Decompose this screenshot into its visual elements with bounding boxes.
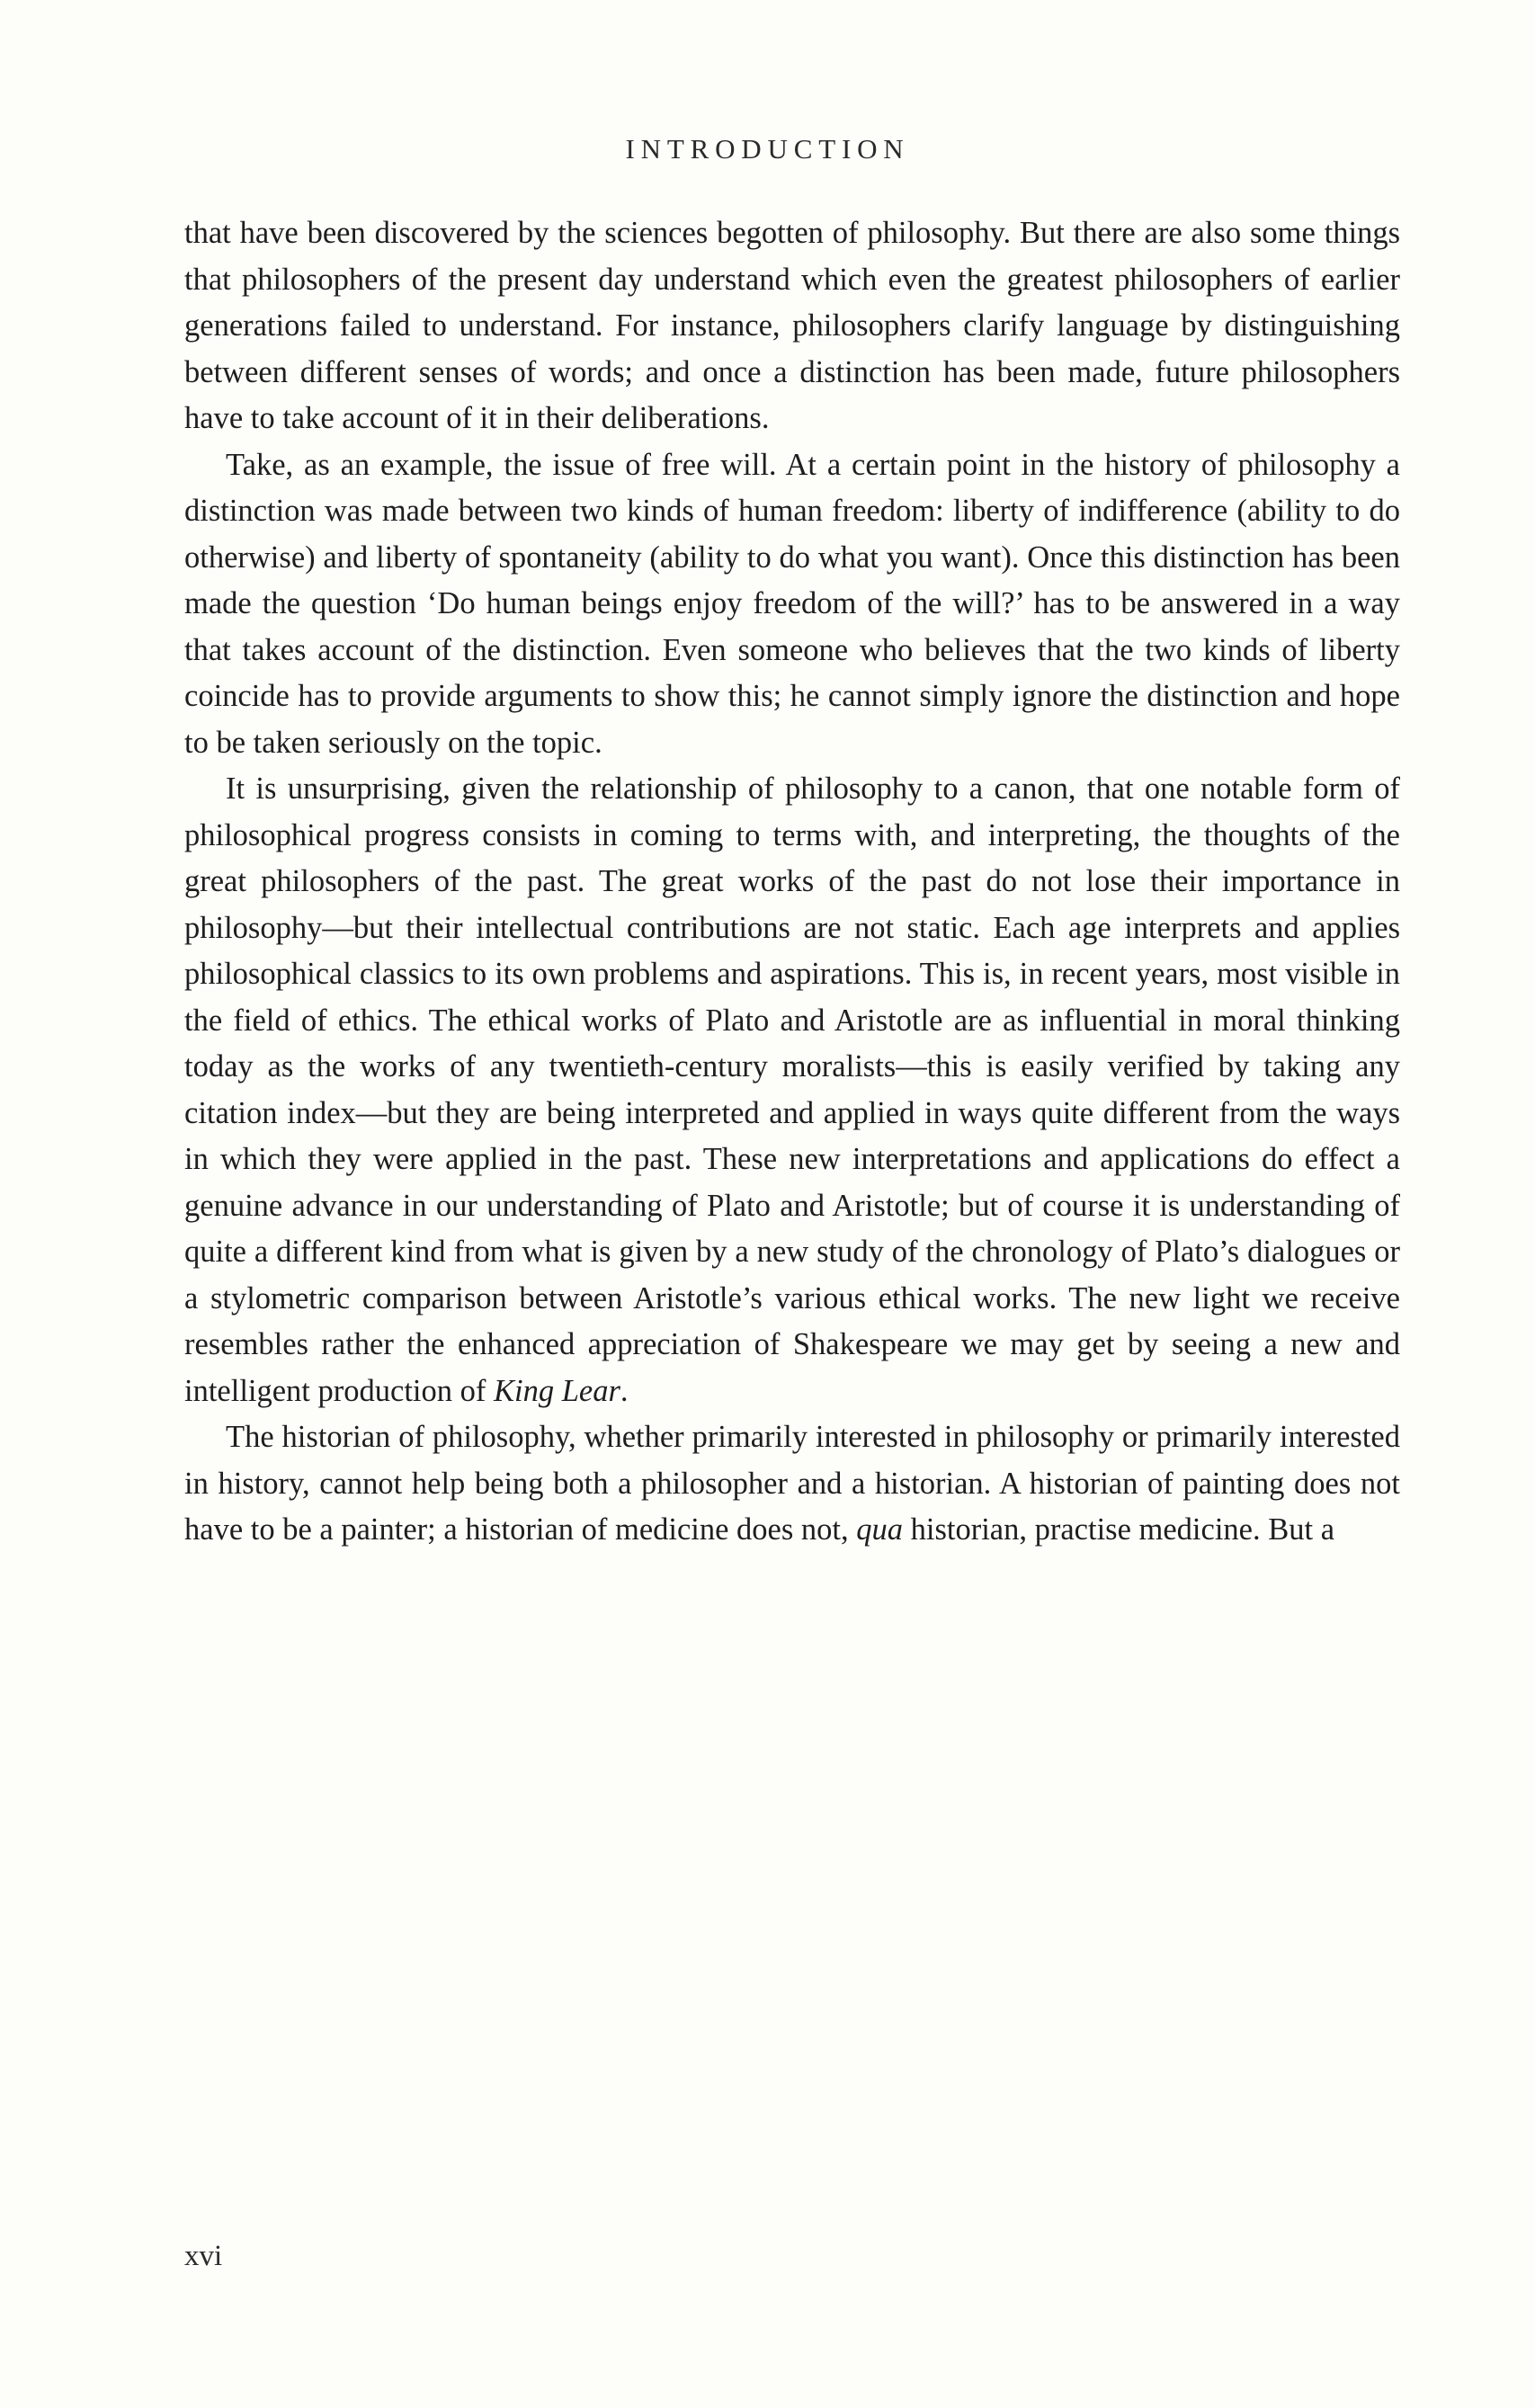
body-text: It is unsurprising, given the relationship of philosophy to a canon, that one notable form of philosophical progress consists in coming to terms with, and interpreting, the thoughts of the great philosophers of the past. The great works of the past do not lose their importance in philosophy—but their intellectual contributions are not static. Each age interprets and applies philosophical classics to its own problems and aspirations. This is, in recent years, most visible in the field of ethics. The ethical works of Plato and Aristotle are as influential in moral thinking today as the works of any twentieth-century moralists—this is easily verified by taking any citation index—but they are being interpreted and applied in ways quite different from the ways in which they were applied in the past. These new interpretations and applications do effect a genuine advance in our understanding of Plato and Aristotle; but of course it is understanding of quite a different kind from what is given by a new study of the chronology of Plato’s dialogues or a stylometric comparison between Aristotle’s various ethical works. The new light we receive resembles rather the enhanced appreciation of Shakespeare we may get by seeing a new and intelligent production of xyxy=(184,771,1400,1408)
body-text: Take, as an example, the issue of free will. At a certain point in the history of philosophy a distinction was made between two kinds of human freedom: liberty of indifference (ability to do otherwise) and liberty of spontaneity (ability to do what you want). Once this distinction has been made the question ‘Do human beings enjoy freedom of the will?’ has to be answered in a way that takes account of the distinction. Even someone who believes that the two kinds of liberty coincide has to provide arguments to show this; he cannot simply ignore the distinction and hope to be taken seriously on the topic. xyxy=(184,447,1400,760)
running-head: INTRODUCTION xyxy=(625,133,910,165)
paragraph xyxy=(184,210,1400,442)
page-number: xvi xyxy=(184,2240,223,2272)
body-text: that have been discovered by the sciences begotten of philosophy. But there are also some things that philosophers of the present day understand which even the greatest philosophers of earlier generations failed to understand. For instance, philosophers clarify language by distinguishing between different senses of words; and once a distinction has been made, future philosophers have to take account of it in their deliberations. xyxy=(184,216,1400,435)
paragraph xyxy=(184,766,1400,1414)
italic-text: qua xyxy=(856,1512,904,1547)
body-text: The historian of philosophy, whether primarily interested in philosophy or primarily interested in history, cannot help being both a philosopher and a historian. A historian of painting does not have to be a painter; a historian of medicine does not, xyxy=(184,1420,1400,1547)
italic-text: King Lear xyxy=(493,1373,620,1408)
body-text: . xyxy=(620,1373,629,1408)
paragraph xyxy=(184,1414,1400,1554)
paragraph xyxy=(184,442,1400,767)
text-block xyxy=(184,210,1400,1554)
body-text: historian, practise medicine. But a xyxy=(903,1512,1335,1547)
